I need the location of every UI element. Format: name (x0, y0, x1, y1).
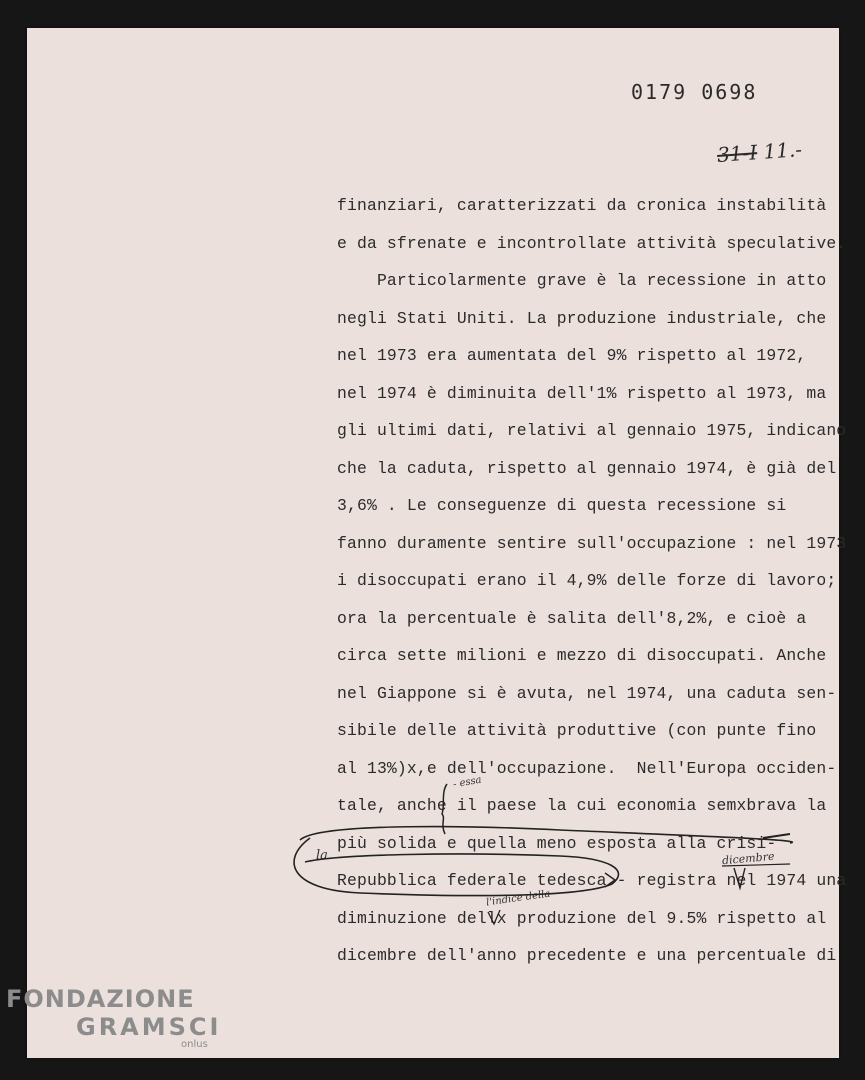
text-line: sibile delle attività produttive (con punte fino (337, 721, 817, 740)
text-line: e da sfrenate e incontrollate attività speculative. (337, 233, 847, 253)
text-line: 3,6% . Le conseguenze di questa recessione si (337, 496, 787, 515)
struck-page-note: 31-I (716, 140, 758, 167)
annotation-dicembre: dicembre (721, 849, 775, 868)
text-line: che la caduta, rispetto al gennaio 1974, è già del (337, 458, 837, 478)
text-line: i disoccupati erano il 4,9% delle forze di lavoro; (337, 571, 837, 590)
text-line: al 13%)x,e dell'occupazione. Nell'Europa occiden- (337, 758, 837, 778)
archive-number: 0179 0698 (631, 80, 758, 104)
text-line: diminuzione dellx produzione del 9.5% rispetto al (337, 908, 827, 928)
text-line: fanno duramente sentire sull'occupazione : nel 1973 (337, 533, 847, 553)
text-line: finanziari, caratterizzati da cronica instabilità (337, 196, 827, 215)
handwritten-page-number: 11.- (762, 137, 803, 164)
text-line: dicembre dell'anno precedente e una percentuale di (337, 946, 837, 965)
page-number-note (716, 137, 803, 167)
annotation-indice: l'indice della (485, 888, 552, 909)
annotation-la: la (316, 848, 328, 863)
watermark (6, 985, 221, 1050)
text-line: gli ultimi dati, relativi al gennaio 1975, indicano (337, 421, 847, 440)
text-line: nel Giappone si è avuta, nel 1974, una caduta sen- (337, 683, 837, 703)
text-line: ora la percentuale è salita dell'8,2%, e cioè a (337, 608, 807, 628)
text-line: negli Stati Uniti. La produzione industriale, che (337, 308, 827, 328)
watermark-line1: FONDAZIONE (6, 985, 195, 1013)
text-line: nel 1973 era aumentata del 9% rispetto al 1972, (337, 346, 807, 365)
text-line: Particolarmente grave è la recessione in atto (337, 271, 827, 290)
watermark-line2: GRAMSCI (76, 1013, 222, 1041)
text-line: tale, anche il paese la cui economia semxbrava la (337, 796, 827, 815)
text-line: nel 1974 è diminuita dell'1% rispetto al 1973, ma (337, 383, 827, 403)
watermark-suffix: onlus (181, 1039, 208, 1050)
text-line: circa sette milioni e mezzo di disoccupati. Anche (337, 646, 827, 665)
text-line: Repubblica federale tedesca - registra nel 1974 una (337, 871, 847, 890)
annotation-essa: - essa (452, 774, 483, 791)
text-line: più solida e quella meno esposta alla crisi- (337, 833, 777, 853)
